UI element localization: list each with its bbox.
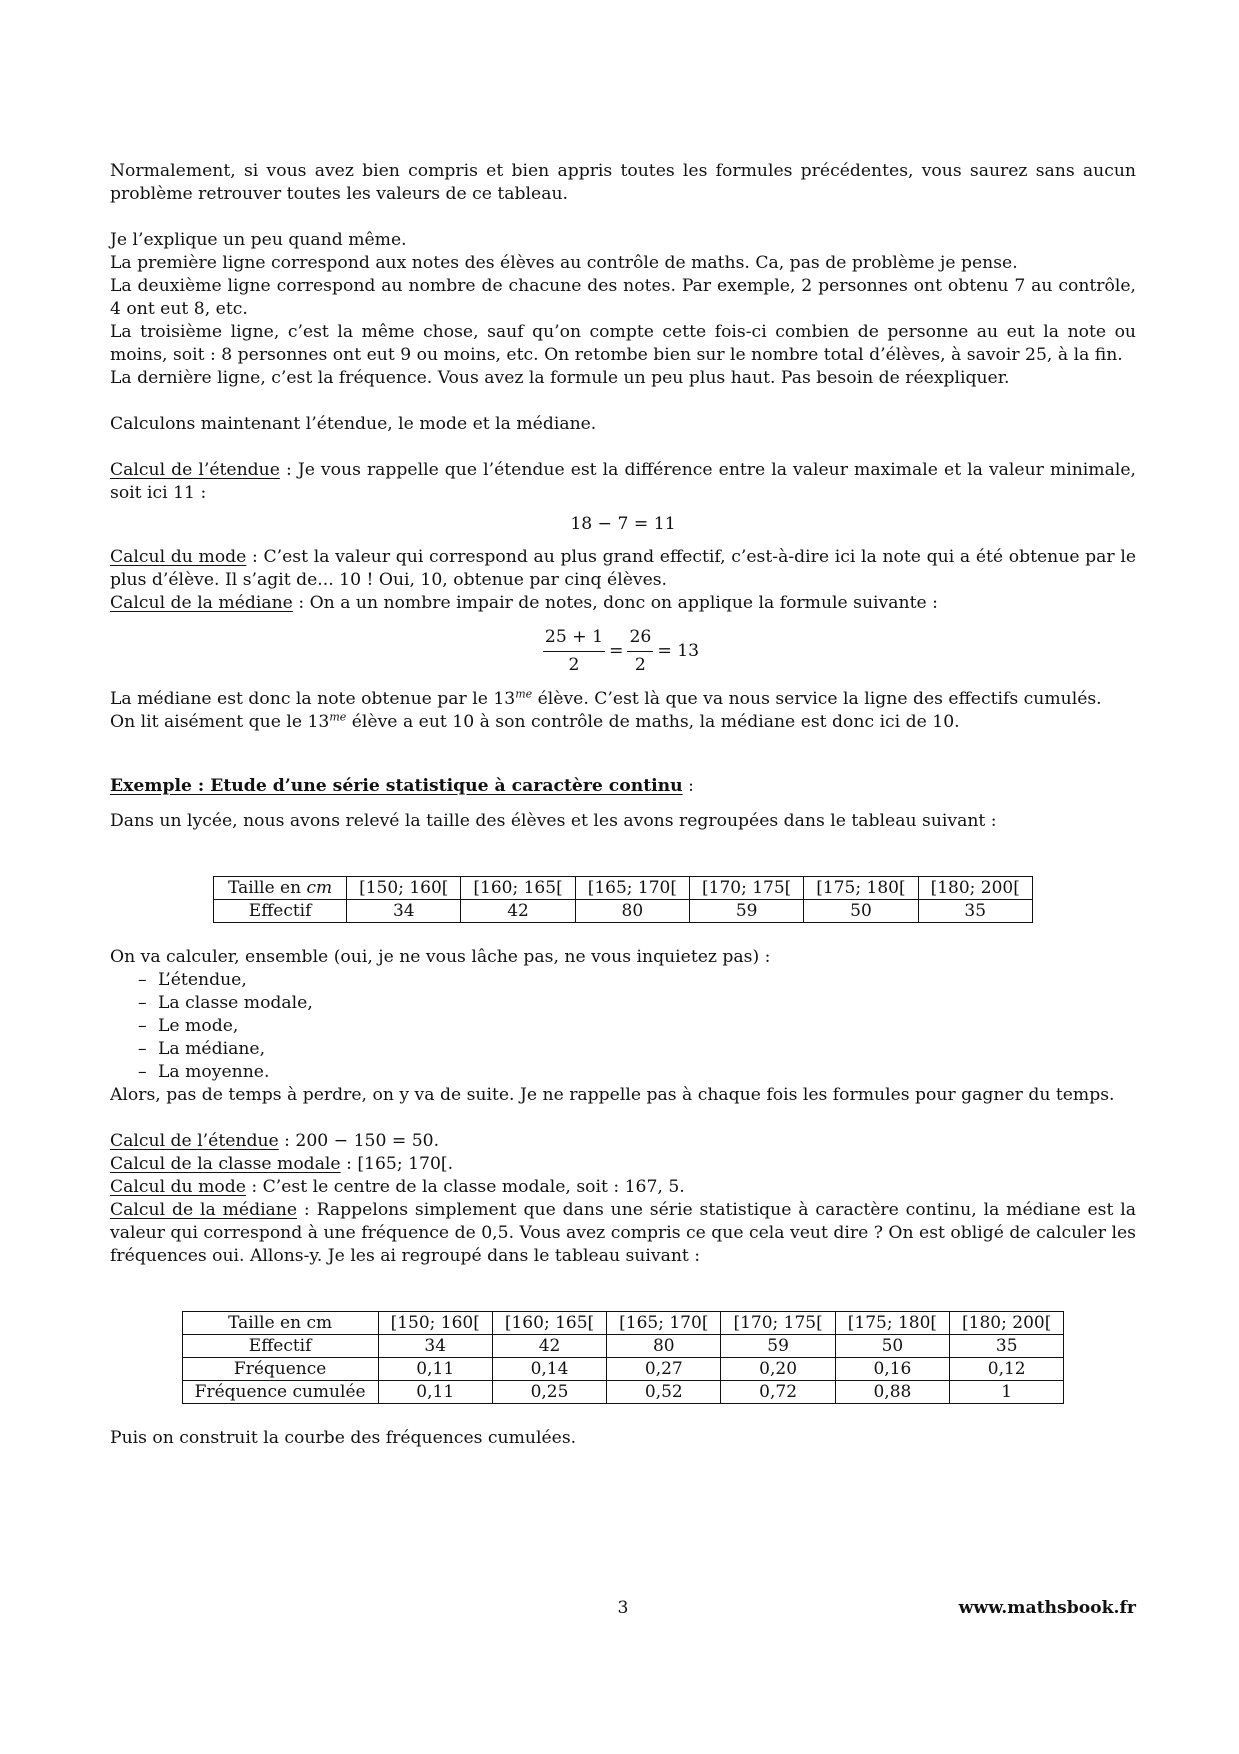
table-cell: 50 [804,900,918,923]
table-cell: 0,27 [607,1358,721,1381]
table-cell: [150; 160[ [347,877,461,900]
intro-paragraph: Normalement, si vous avez bien compris et bien appris toutes les formules précédentes, vous saurez sans aucun problème retrouver toutes les valeurs de ce tableau. [110,161,1136,204]
table-header-label: Taille en cm [214,877,347,900]
result-mode: Calcul du mode : C’est le centre de la classe modale, soit : 167, 5. [110,1177,685,1197]
mediane-formula: $\frac{25 + 1}{2}$ = $\frac{26}{2}$ = 13 [544,627,700,675]
explain-line-3: La deuxième ligne correspond au nombre de chacune des notes. Par exemple, 2 personnes ont obtenu 7 au contrôle, 4 ont eut 8, etc. [110,276,1136,319]
list-item: – La classe modale, [138,992,1136,1015]
closing-line: Puis on construit la courbe des fréquences cumulées. [110,1428,577,1448]
calculons-line: Calculons maintenant l’étendue, le mode et la médiane. [110,414,597,434]
etendue-text: : Je vous rappelle que l’étendue est la différence entre la valeur maximale et la valeur minimale, soit ici 11 : [110,460,1136,503]
table-cell: [160; 165[ [492,1312,606,1335]
list-item: – La médiane, [138,1038,1136,1061]
table-cell: [160; 165[ [461,877,575,900]
table-cell: 0,14 [492,1358,606,1381]
table-row [182,1381,1064,1404]
mediane-label: Calcul de la médiane [110,593,293,613]
page-number: 3 [617,1598,629,1618]
mode-paragraph [110,546,1136,592]
table-cell: 0,16 [835,1358,949,1381]
explain-line-5: La dernière ligne, c’est la fréquence. Vous avez la formule un peu plus haut. Pas besoin de réexpliquer. [110,368,1010,388]
mediane-paragraph [110,592,1136,615]
exemple-heading: Exemple : Etude d’une série statistique à caractère continu : [110,776,694,796]
table-cell: 80 [575,900,689,923]
mediane-text: : On a un nombre impair de notes, donc on applique la formule suivante : [292,593,938,613]
table-row-label: Fréquence cumulée [182,1381,378,1404]
mediane-result-2: On lit aisément que le $13^{me}$ élève a eut 10 à son contrôle de maths, la médiane est donc ici de 10. [110,710,960,732]
explain-line-4: La troisième ligne, c’est la même chose, sauf qu’on compte cette fois-ci combien de personne au eut la note ou moins, soit : 8 personnes ont eut 9 ou moins, etc. On retombe bien sur le nombre total d’élèves, à savoir 25, à la fin. [110,322,1136,365]
list-item: – L’étendue, [138,969,1136,992]
result-etendue: Calcul de l’étendue : 200 − 150 = 50. [110,1131,440,1151]
table-cell: [175; 180[ [835,1312,949,1335]
table-header-label: Taille en cm [182,1312,378,1335]
table-row [182,1358,1064,1381]
table-cell: [165; 170[ [607,1312,721,1335]
table-cell: [180; 200[ [950,1312,1064,1335]
explain-line-2: La première ligne correspond aux notes des élèves au contrôle de maths. Ca, pas de problème je pense. [110,253,1018,273]
mode-text: : C’est la valeur qui correspond au plus grand effectif, c’est-à-dire ici la note qui a été obtenue par le plus d’élève. Il s’agit de... 10 ! Oui, 10, obtenue par cinq élèves. [110,547,1136,590]
table-cell: 0,52 [607,1381,721,1404]
list-item: – Le mode, [138,1015,1136,1038]
table-cell: 42 [492,1335,606,1358]
table-cell: 1 [950,1381,1064,1404]
fraction-2: $\frac{26}{2}$ [629,627,652,675]
table-row-label: Effectif [182,1335,378,1358]
table-cell: 80 [607,1335,721,1358]
table-row-label: Fréquence [182,1358,378,1381]
table-cell: [165; 170[ [575,877,689,900]
table-frequences [182,1311,1065,1404]
table-cell: 0,72 [721,1381,835,1404]
table-cell: 0,88 [835,1381,949,1404]
calc-list-intro: On va calculer, ensemble (oui, je ne vous lâche pas, ne vous inquietez pas) : [110,947,771,967]
table-cell: 0,25 [492,1381,606,1404]
etendue-paragraph [110,459,1136,505]
fraction-1: $\frac{25 + 1}{2}$ [544,627,604,675]
mediane-result-1: La médiane est donc la note obtenue par le $13^{me}$ élève. C’est là que va nous service la ligne des effectifs cumulés. [110,687,1102,709]
table-cell: [170; 175[ [721,1312,835,1335]
calc-list-outro: Alors, pas de temps à perdre, on y va de suite. Je ne rappelle pas à chaque fois les formules pour gagner du temps. [110,1085,1115,1105]
table-cell: 35 [918,900,1032,923]
table-cell: 59 [690,900,804,923]
table-row-label: Effectif [214,900,347,923]
table-cell: 0,11 [378,1358,492,1381]
table-row [214,900,1033,923]
table-cell: 0,11 [378,1381,492,1404]
etendue-label: Calcul de l’étendue [110,460,280,480]
table-row [182,1312,1064,1335]
table-cell: [170; 175[ [690,877,804,900]
table-row [214,877,1033,900]
list-item: – La moyenne. [138,1061,1136,1084]
site-url: www.mathsbook.fr [958,1598,1136,1618]
table-cell: [180; 200[ [918,877,1032,900]
table-cell: 34 [378,1335,492,1358]
table-cell: 35 [950,1335,1064,1358]
exemple-intro: Dans un lycée, nous avons relevé la taille des élèves et les avons regroupées dans le tableau suivant : [110,811,997,831]
explain-line-1: Je l’explique un peu quand même. [110,230,407,250]
table-cell: [175; 180[ [804,877,918,900]
document-body [110,160,1136,1450]
page-footer [110,1597,1136,1621]
result-mediane: Calcul de la médiane : Rappelons simplement que dans une série statistique à caractère continu, la médiane est la valeur qui correspond à une fréquence de 0,5. Vous avez compris ce que cela veut dire ? On est obligé de calculer les fréquences oui. Allons-y. Je les ai regroupé dans le tableau suivant : [110,1200,1137,1266]
table-cell: [150; 160[ [378,1312,492,1335]
table-tailles [213,876,1033,923]
exemple-title: Exemple : Etude d’une série statistique à caractère continu [110,776,683,796]
table-cell: 59 [721,1335,835,1358]
etendue-formula: 18 − 7 = 11 [570,514,676,534]
table-cell: 0,12 [950,1358,1064,1381]
table-cell: 0,20 [721,1358,835,1381]
calc-list [110,969,1136,1084]
table-cell: 42 [461,900,575,923]
table-row [182,1335,1064,1358]
table-cell: 50 [835,1335,949,1358]
table-cell: 34 [347,900,461,923]
result-classe-modale: Calcul de la classe modale : [165; 170[. [110,1154,454,1174]
mode-label: Calcul du mode [110,547,247,567]
